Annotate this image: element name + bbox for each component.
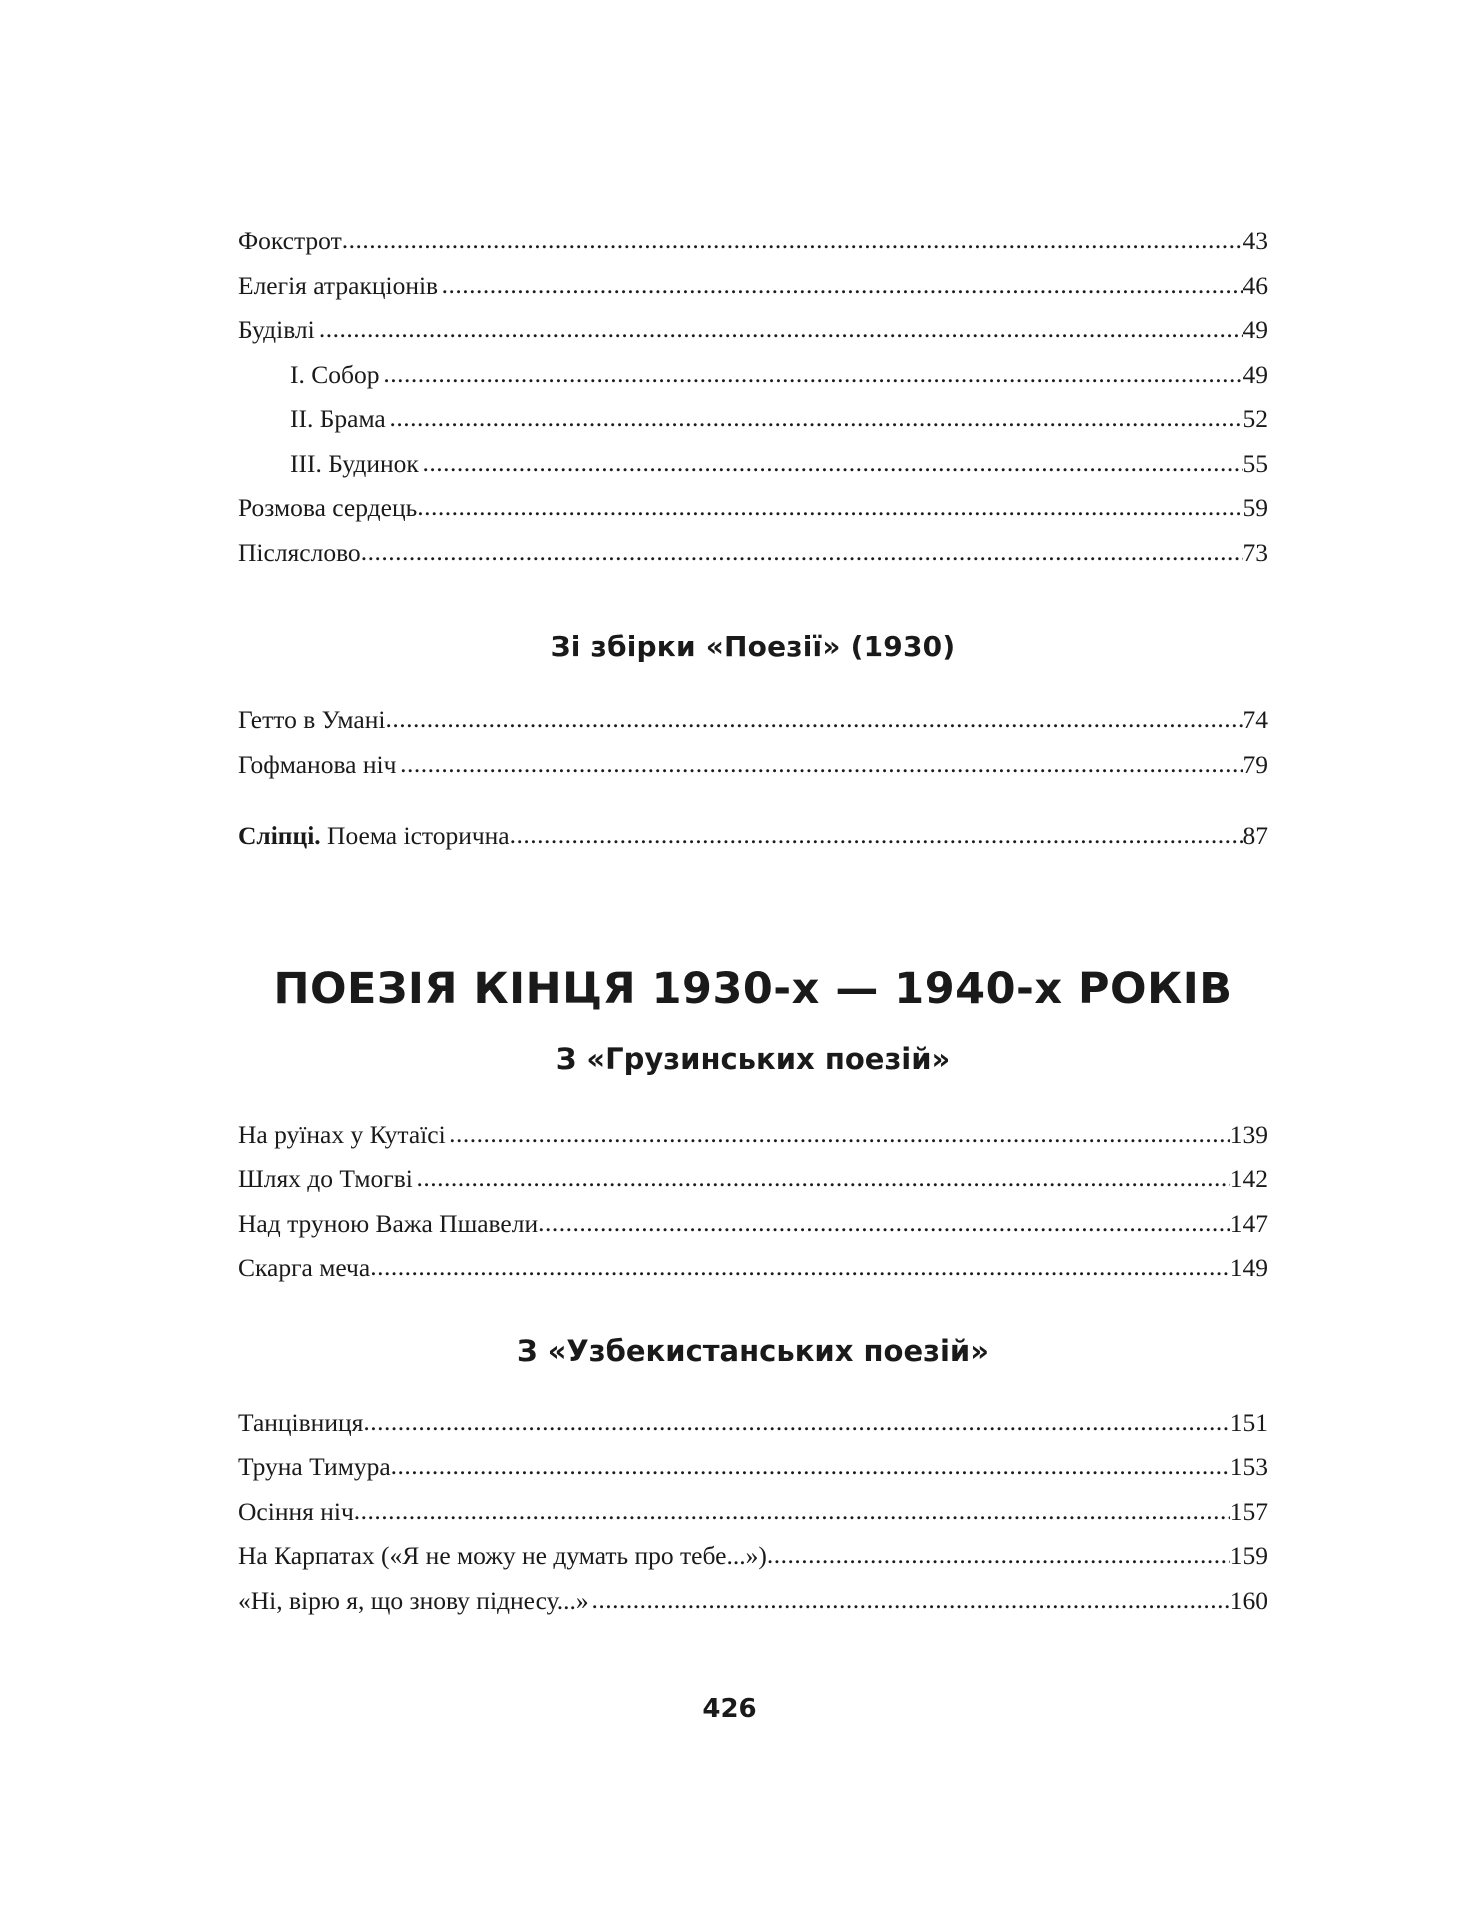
toc-entry-title: На Карпатах («Я не можу не думать про тебе...»)	[238, 1541, 767, 1570]
toc-entry-page: 147	[1229, 1208, 1268, 1238]
toc-group-3	[238, 823, 1268, 849]
toc-group-4	[238, 1119, 1268, 1282]
toc-entry-title: Танцівниця	[238, 1407, 364, 1437]
toc-entry-page: 142	[1229, 1164, 1268, 1193]
toc-group-2	[238, 707, 1268, 777]
toc-leader-dots	[390, 405, 1243, 431]
toc-entry-page: 159	[1229, 1541, 1268, 1570]
toc-entry-title: Будівлі	[238, 315, 315, 344]
toc-entry-title: Гофманова ніч	[238, 749, 397, 779]
toc-entry[interactable]	[238, 228, 1268, 254]
toc-entry-page: 157	[1229, 1496, 1268, 1526]
toc-leader-dots	[319, 316, 1243, 342]
toc-entry[interactable]	[238, 1543, 1268, 1569]
toc-entry-title: Фокстрот	[238, 226, 342, 255]
toc-content	[238, 228, 1268, 1632]
toc-leader-dots	[510, 822, 1243, 848]
toc-entry-title: Труна Тимура	[238, 1452, 391, 1481]
toc-entry-title: Елегія атракціонів	[238, 270, 439, 300]
toc-entry-page: 149	[1229, 1253, 1268, 1282]
toc-entry-title: «Ні, вірю я, що знову піднесу...»	[238, 1585, 589, 1615]
toc-entry[interactable]	[238, 1585, 1268, 1615]
toc-leader-dots	[370, 1254, 1230, 1280]
toc-leader-dots	[385, 706, 1242, 732]
toc-entry-subtitle: Поема історична	[320, 821, 510, 850]
toc-entry-title: Шлях до Тмогві	[238, 1164, 413, 1193]
subsection-heading: З «Узбекистанських поезій»	[517, 1333, 989, 1368]
toc-group-1	[238, 228, 1268, 565]
toc-entry-title: Скарга меча	[238, 1253, 371, 1282]
toc-entry[interactable]	[238, 1208, 1268, 1238]
toc-entry[interactable]	[238, 1166, 1268, 1192]
toc-entry-title: Післяслово	[238, 537, 361, 567]
toc-entry[interactable]	[238, 1496, 1268, 1526]
toc-entry[interactable]	[238, 1454, 1268, 1480]
toc-leader-dots	[592, 1587, 1230, 1613]
toc-entry[interactable]	[238, 1255, 1268, 1281]
toc-entry-page: 139	[1229, 1119, 1268, 1149]
toc-entry[interactable]	[238, 317, 1268, 343]
subsection-heading: З «Грузинських поезій»	[555, 1041, 951, 1076]
toc-entry-page: 46	[1242, 270, 1268, 300]
toc-leader-dots	[342, 227, 1243, 253]
toc-entry-title: Розмова сердець	[238, 493, 418, 522]
toc-entry[interactable]	[238, 1119, 1268, 1149]
toc-entry-page: 43	[1242, 226, 1268, 255]
toc-entry-page: 74	[1242, 705, 1268, 734]
toc-leader-dots	[383, 361, 1242, 387]
toc-leader-dots	[363, 1409, 1229, 1435]
toc-leader-dots	[422, 450, 1242, 476]
toc-entry-lead: Сліпці.	[238, 821, 321, 850]
toc-entry-title: III. Будинок	[290, 448, 419, 478]
toc-entry-title	[238, 823, 510, 849]
toc-leader-dots	[449, 1121, 1230, 1147]
toc-leader-dots	[361, 539, 1243, 565]
toc-entry-title: II. Брама	[290, 404, 386, 433]
toc-entry-title: Осіння ніч	[238, 1496, 354, 1526]
toc-entry-title: На руїнах у Кутаїсі	[238, 1119, 446, 1149]
toc-group-5	[238, 1407, 1268, 1615]
page-number: 426	[702, 1694, 757, 1724]
toc-leader-dots	[538, 1210, 1230, 1236]
toc-entry-page: 55	[1242, 448, 1268, 478]
toc-entry-page: 153	[1229, 1452, 1268, 1481]
toc-entry-page: 151	[1229, 1407, 1268, 1437]
toc-entry-page: 49	[1242, 359, 1268, 389]
toc-entry-page: 160	[1229, 1585, 1268, 1615]
toc-entry-page: 87	[1242, 821, 1268, 850]
toc-entry[interactable]	[238, 270, 1268, 300]
toc-entry[interactable]	[238, 537, 1268, 567]
toc-entry[interactable]	[238, 495, 1268, 521]
toc-entry-title: I. Собор	[290, 359, 380, 389]
toc-entry-page: 52	[1242, 404, 1268, 433]
toc-leader-dots	[354, 1498, 1230, 1524]
toc-entry[interactable]	[238, 359, 1268, 389]
toc-entry[interactable]	[238, 448, 1268, 478]
toc-entry-title: Гетто в Умані	[238, 705, 386, 734]
section-heading: Зі збірки «Поезії» (1930)	[550, 630, 956, 663]
toc-entry-page: 49	[1242, 315, 1268, 344]
toc-entry[interactable]	[238, 749, 1268, 779]
toc-entry-page: 73	[1242, 537, 1268, 567]
toc-entry-title: Над труною Важа Пшавели	[238, 1208, 539, 1238]
toc-leader-dots	[416, 1165, 1229, 1191]
toc-entry-page: 79	[1242, 749, 1268, 779]
toc-entry-page: 59	[1242, 493, 1268, 522]
toc-entry[interactable]	[238, 1407, 1268, 1437]
toc-entry[interactable]	[238, 406, 1268, 432]
toc-entry[interactable]	[238, 823, 1268, 849]
toc-leader-dots	[767, 1542, 1230, 1568]
toc-leader-dots	[442, 272, 1243, 298]
toc-entry[interactable]	[238, 707, 1268, 733]
toc-leader-dots	[400, 751, 1242, 777]
toc-leader-dots	[417, 494, 1242, 520]
part-heading: ПОЕЗІЯ КІНЦЯ 1930-х — 1940-х РОКІВ	[273, 963, 1233, 1014]
toc-leader-dots	[391, 1453, 1230, 1479]
